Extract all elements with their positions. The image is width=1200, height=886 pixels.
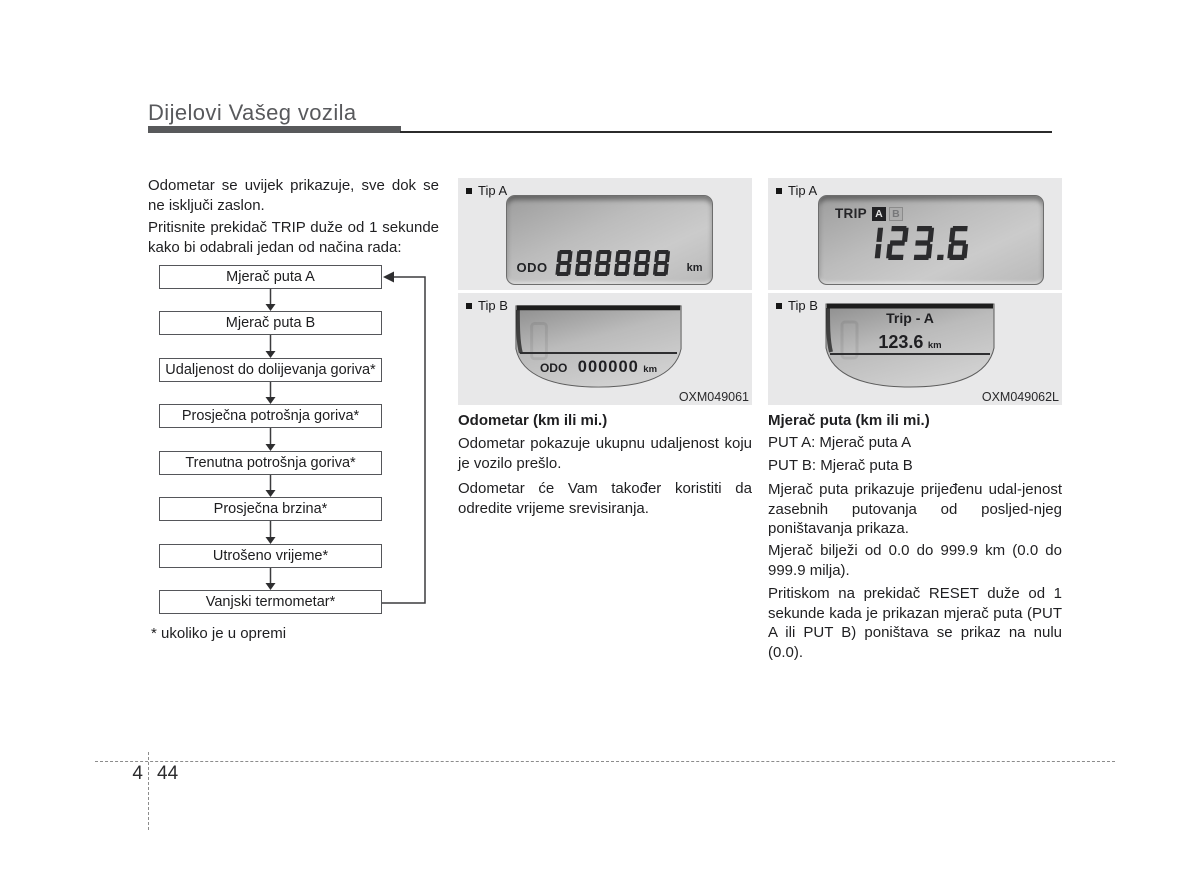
odometer-value: 000000 — [577, 358, 639, 376]
tip-a-label — [466, 183, 507, 198]
trip-lcd-display — [818, 195, 1044, 285]
tip-a-label-text: Tip A — [478, 183, 508, 198]
trip-digits — [809, 226, 1033, 260]
tip-b-label-text: Tip B — [478, 298, 508, 313]
square-bullet-icon — [776, 188, 782, 194]
trip-heading: Mjerač puta (km ili mi.) — [768, 412, 930, 429]
trip-label: TRIP — [835, 206, 867, 221]
flow-box-elapsed-time: Utrošeno vrijeme* — [159, 544, 382, 568]
tip-a-label-text: Tip A — [788, 183, 818, 198]
tip-a-label — [776, 183, 817, 198]
km-unit-label: km — [927, 340, 942, 351]
odometer-readout — [507, 250, 712, 276]
flow-box-trip-b: Mjerač puta B — [159, 311, 382, 335]
trip-tip-b-panel — [768, 293, 1062, 405]
intro-paragraph: Odometar se uvijek prikazuje, sve dok se ne isključi zaslon. — [148, 177, 439, 214]
odometer-heading: Odometar (km ili mi.) — [458, 412, 608, 429]
trip-paragraph: Mjerač bilježi od 0.0 do 999.9 km (0.0 do 999.9 milja). — [768, 542, 1062, 579]
display-divider-line — [520, 352, 677, 354]
display-divider-line — [830, 353, 990, 355]
chapter-number: 4 — [132, 763, 143, 784]
put-b-line: PUT B: Mjerač puta B — [768, 457, 913, 474]
flow-box-outside-thermometer: Vanjski termometar* — [159, 590, 382, 614]
square-bullet-icon — [776, 303, 782, 309]
flow-box-avg-speed: Prosječna brzina* — [159, 497, 382, 521]
title-underline-rule — [400, 131, 1052, 133]
odometer-digits — [555, 250, 680, 276]
odo-label: ODO — [539, 361, 568, 375]
odometer-lcd-display — [506, 195, 713, 285]
flow-box-trip-a: Mjerač puta A — [159, 265, 382, 289]
title-underline-bar — [148, 126, 401, 133]
odometer-paragraph: Odometar pokazuje ukupnu udaljenost koju je vozilo prešlo. — [458, 435, 752, 472]
odometer-tip-b-panel — [458, 293, 752, 405]
flow-box-instant-consumption: Trenutna potrošnja goriva* — [159, 451, 382, 475]
intro-paragraph: Pritisnite prekidač TRIP duže od 1 sekunde kako bi odabrali jedan od načina rada: — [148, 219, 439, 256]
figure-caption: OXM049061 — [678, 390, 749, 404]
trip-a-badge: A — [872, 207, 886, 221]
odometer-tip-a-panel — [458, 178, 752, 290]
footer-dashed-rule — [95, 761, 1115, 762]
trip-value: 123.6 — [878, 332, 924, 352]
odo-label: ODO — [516, 260, 548, 275]
km-unit-label: km — [686, 262, 703, 274]
square-bullet-icon — [466, 188, 472, 194]
trip-paragraph: Pritiskom na prekidač RESET duže od 1 sekunde kada je prikazan mjerač puta (PUT A ili PUT B) poništava se prikaz na nulu (0.0). — [768, 585, 1062, 661]
trip-b-badge: B — [889, 207, 903, 221]
trip-readout-b — [822, 332, 998, 353]
loop-arrowhead — [383, 272, 394, 283]
tip-b-label-text: Tip B — [788, 298, 818, 313]
odometer-readout-b — [512, 358, 685, 377]
trip-mode-indicator — [835, 206, 903, 221]
tip-b-label — [466, 298, 508, 313]
flowchart-footnote: * ukoliko je u opremi — [151, 625, 287, 642]
trip-paragraph: Mjerač puta prikazuje prijeđenu udal-jenost zasebnih putovanja od posljed-njeg poništavanja prikaza. — [768, 481, 1062, 537]
footer-dashed-divider — [148, 752, 149, 830]
page-number: 44 — [157, 763, 179, 784]
trip-tip-a-panel — [768, 178, 1062, 290]
flow-box-avg-consumption: Prosječna potrošnja goriva* — [159, 404, 382, 428]
put-a-line: PUT A: Mjerač puta A — [768, 434, 912, 451]
trip-mode-title: Trip - A — [886, 310, 934, 326]
km-unit-label: km — [643, 364, 658, 375]
trip-lcd-display-b — [822, 300, 998, 390]
tip-b-label — [776, 298, 818, 313]
odometer-lcd-display-b — [512, 302, 685, 390]
page-title: Dijelovi Vašeg vozila — [148, 100, 357, 125]
square-bullet-icon — [466, 303, 472, 309]
flow-box-distance-to-empty: Udaljenost do dolijevanja goriva* — [159, 358, 382, 382]
figure-caption: OXM049062L — [981, 390, 1059, 404]
odometer-paragraph: Odometar će Vam također koristiti da odredite vrijeme srevisiranja. — [458, 480, 752, 517]
